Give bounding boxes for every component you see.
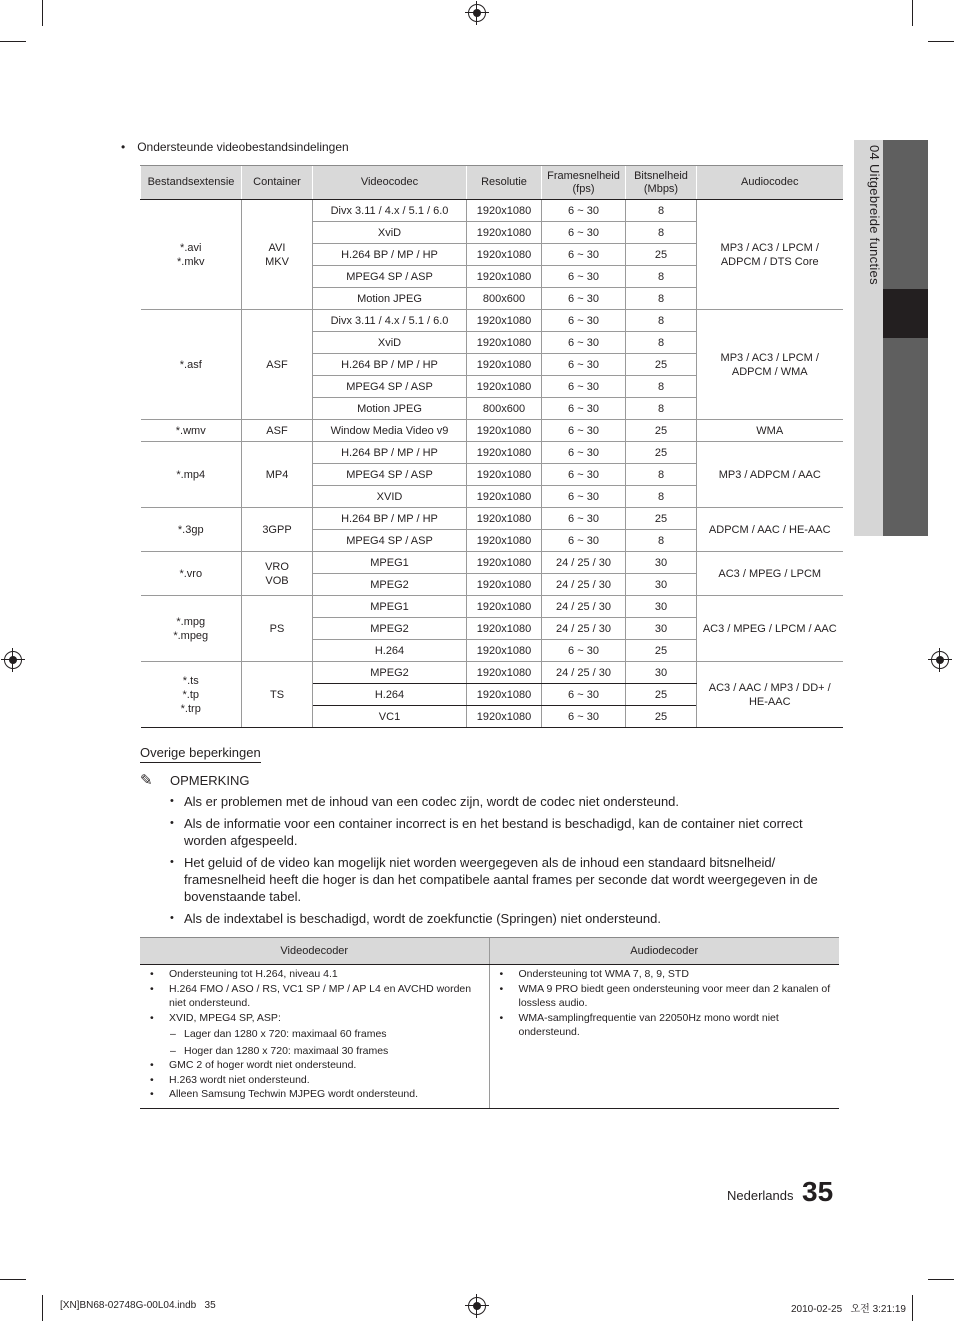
codec-table-row <box>141 442 843 464</box>
framerate-cell: 6 ~ 30 <box>542 486 626 508</box>
crop-mark <box>928 1279 954 1280</box>
videocodec-cell: MPEG2 <box>313 618 467 640</box>
section-intro <box>121 140 349 154</box>
framerate-cell: 6 ~ 30 <box>542 266 626 288</box>
framerate-cell: 6 ~ 30 <box>542 706 626 728</box>
videodecoder-item: • XVID, MPEG4 SP, ASP: <box>148 1011 481 1026</box>
framerate-cell: 6 ~ 30 <box>542 398 626 420</box>
resolution-cell: 1920x1080 <box>467 486 542 508</box>
bitrate-cell: 30 <box>626 552 697 574</box>
bitrate-cell: 25 <box>626 420 697 442</box>
header-container: Container <box>242 166 313 200</box>
resolution-cell: 1920x1080 <box>467 354 542 376</box>
audiocodec-cell: ADPCM / AAC / HE-AAC <box>697 508 843 552</box>
resolution-cell: 1920x1080 <box>467 662 542 684</box>
file-extension-cell: *.ts *.tp *.trp <box>141 662 242 728</box>
resolution-cell: 1920x1080 <box>467 508 542 530</box>
container-cell: MP4 <box>242 442 313 508</box>
bitrate-cell: 30 <box>626 596 697 618</box>
videocodec-cell: XviD <box>313 332 467 354</box>
framerate-cell: 6 ~ 30 <box>542 354 626 376</box>
chapter-tab-strip <box>883 140 928 536</box>
decoder-table-row <box>140 965 839 1109</box>
note-heading <box>140 771 249 789</box>
codec-table-row <box>141 310 843 332</box>
resolution-cell: 1920x1080 <box>467 420 542 442</box>
framerate-cell: 6 ~ 30 <box>542 244 626 266</box>
crop-mark <box>912 0 913 26</box>
codec-table-row <box>141 200 843 222</box>
videocodec-cell: Motion JPEG <box>313 288 467 310</box>
videocodec-cell: Divx 3.11 / 4.x / 5.1 / 6.0 <box>313 310 467 332</box>
resolution-cell: 1920x1080 <box>467 376 542 398</box>
header-extension: Bestandsextensie <box>141 166 242 200</box>
codec-table-row <box>141 420 843 442</box>
bitrate-cell: 8 <box>626 332 697 354</box>
resolution-cell: 1920x1080 <box>467 640 542 662</box>
registration-mark-icon <box>931 651 949 669</box>
resolution-cell: 800x600 <box>467 288 542 310</box>
videocodec-cell: H.264 <box>313 684 467 706</box>
videocodec-cell: MPEG1 <box>313 552 467 574</box>
note-item: • Als de indextabel is beschadigd, wordt de zoekfunctie (Springen) niet ondersteund. <box>170 910 840 927</box>
audiodecoder-item: • WMA 9 PRO biedt geen ondersteuning voor meer dan 2 kanalen of lossless audio. <box>498 982 832 1011</box>
audiocodec-cell: MP3 / ADPCM / AAC <box>697 442 843 508</box>
videocodec-cell: MPEG2 <box>313 662 467 684</box>
bitrate-cell: 30 <box>626 618 697 640</box>
framerate-cell: 6 ~ 30 <box>542 464 626 486</box>
print-file-info: [XN]BN68-02748G-00L04.indb 35 <box>60 1300 216 1311</box>
codec-table-row <box>141 596 843 618</box>
container-cell: PS <box>242 596 313 662</box>
file-extension-cell: *.asf <box>141 310 242 420</box>
resolution-cell: 800x600 <box>467 398 542 420</box>
framerate-cell: 24 / 25 / 30 <box>542 618 626 640</box>
resolution-cell: 1920x1080 <box>467 200 542 222</box>
header-audiodecoder: Audiodecoder <box>489 938 839 965</box>
audiocodec-cell: AC3 / MPEG / LPCM / AAC <box>697 596 843 662</box>
file-extension-cell: *.3gp <box>141 508 242 552</box>
videodecoder-item: • GMC 2 of hoger wordt niet ondersteund. <box>148 1058 481 1073</box>
bitrate-cell: 8 <box>626 376 697 398</box>
bitrate-cell: 25 <box>626 684 697 706</box>
framerate-cell: 6 ~ 30 <box>542 684 626 706</box>
framerate-cell: 6 ~ 30 <box>542 508 626 530</box>
framerate-cell: 24 / 25 / 30 <box>542 552 626 574</box>
framerate-cell: 6 ~ 30 <box>542 332 626 354</box>
resolution-cell: 1920x1080 <box>467 596 542 618</box>
bitrate-cell: 25 <box>626 442 697 464</box>
bitrate-cell: 8 <box>626 266 697 288</box>
videocodec-cell: H.264 <box>313 640 467 662</box>
framerate-cell: 6 ~ 30 <box>542 376 626 398</box>
note-item: • Het geluid of de video kan mogelijk niet worden weergegeven als de inhoud een standaard bitsnelheid/ framesnelheid heeft die hoger is dan het compatibele aantal frames per seconde dat wordt weergegeven in de bovenstaande tabel. <box>170 854 840 905</box>
resolution-cell: 1920x1080 <box>467 684 542 706</box>
header-videodecoder: Videodecoder <box>140 938 489 965</box>
videocodec-cell: MPEG4 SP / ASP <box>313 530 467 552</box>
videocodec-cell: H.264 BP / MP / HP <box>313 354 467 376</box>
audiodecoder-item: • WMA-samplingfrequentie van 22050Hz mono wordt niet ondersteund. <box>498 1011 832 1040</box>
decoder-table-header-row <box>140 938 839 965</box>
container-cell: AVI MKV <box>242 200 313 310</box>
videocodec-cell: MPEG4 SP / ASP <box>313 376 467 398</box>
header-framerate: Framesnelheid (fps) <box>542 166 626 200</box>
registration-mark-icon <box>4 651 22 669</box>
section-intro-text: Ondersteunde videobestandsindelingen <box>137 140 349 154</box>
bitrate-cell: 8 <box>626 530 697 552</box>
bitrate-cell: 25 <box>626 354 697 376</box>
codec-table-row <box>141 508 843 530</box>
audiocodec-cell: AC3 / AAC / MP3 / DD+ / HE-AAC <box>697 662 843 728</box>
resolution-cell: 1920x1080 <box>467 310 542 332</box>
print-date-info: 2010-02-25 오전 3:21:19 <box>791 1304 906 1315</box>
header-audiocodec: Audiocodec <box>697 166 843 200</box>
videodecoder-list <box>140 965 489 1109</box>
videodecoder-item: • Ondersteuning tot H.264, niveau 4.1 <box>148 967 481 982</box>
audiodecoder-list <box>489 965 839 1109</box>
framerate-cell: 6 ~ 30 <box>542 200 626 222</box>
container-cell: 3GPP <box>242 508 313 552</box>
audiocodec-cell: MP3 / AC3 / LPCM / ADPCM / DTS Core <box>697 200 843 310</box>
container-cell: VRO VOB <box>242 552 313 596</box>
videocodec-cell: H.264 BP / MP / HP <box>313 508 467 530</box>
codec-table-header-row <box>141 166 843 200</box>
container-cell: TS <box>242 662 313 728</box>
bitrate-cell: 8 <box>626 200 697 222</box>
framerate-cell: 6 ~ 30 <box>542 530 626 552</box>
videocodec-cell: XVID <box>313 486 467 508</box>
framerate-cell: 24 / 25 / 30 <box>542 574 626 596</box>
crop-mark <box>42 0 43 26</box>
crop-mark <box>0 41 26 42</box>
audiodecoder-item: • Ondersteuning tot WMA 7, 8, 9, STD <box>498 967 832 982</box>
framerate-cell: 6 ~ 30 <box>542 442 626 464</box>
section-title: Overige beperkingen <box>140 745 261 763</box>
videocodec-cell: XviD <box>313 222 467 244</box>
chapter-tab-marker <box>883 289 928 338</box>
resolution-cell: 1920x1080 <box>467 464 542 486</box>
note-item: • Als de informatie voor een container incorrect is en het bestand is beschadigd, kan de container niet correct worden afgespeeld. <box>170 815 840 849</box>
videodecoder-subitem: – Hoger dan 1280 x 720: maximaal 30 frames <box>148 1044 481 1059</box>
page-number: 35 <box>802 1176 834 1207</box>
resolution-cell: 1920x1080 <box>467 222 542 244</box>
chapter-tab-label: 04 Uitgebreide functies <box>867 145 882 285</box>
registration-mark-icon <box>468 1297 486 1315</box>
file-extension-cell: *.avi *.mkv <box>141 200 242 310</box>
resolution-cell: 1920x1080 <box>467 530 542 552</box>
crop-mark <box>912 1295 913 1321</box>
videodecoder-item: • Alleen Samsung Techwin MJPEG wordt ondersteund. <box>148 1087 481 1102</box>
bitrate-cell: 8 <box>626 464 697 486</box>
bitrate-cell: 25 <box>626 706 697 728</box>
codec-table-row <box>141 552 843 574</box>
file-extension-cell: *.mp4 <box>141 442 242 508</box>
resolution-cell: 1920x1080 <box>467 618 542 640</box>
framerate-cell: 24 / 25 / 30 <box>542 596 626 618</box>
resolution-cell: 1920x1080 <box>467 552 542 574</box>
file-extension-cell: *.vro <box>141 552 242 596</box>
resolution-cell: 1920x1080 <box>467 266 542 288</box>
bitrate-cell: 30 <box>626 574 697 596</box>
file-extension-cell: *.mpg *.mpeg <box>141 596 242 662</box>
videodecoder-item: • H.263 wordt niet ondersteund. <box>148 1073 481 1088</box>
decoder-table <box>140 937 839 1109</box>
bitrate-cell: 25 <box>626 640 697 662</box>
bitrate-cell: 30 <box>626 662 697 684</box>
framerate-cell: 6 ~ 30 <box>542 640 626 662</box>
header-bitrate: Bitsnelheid (Mbps) <box>626 166 697 200</box>
pencil-note-icon: ✎ <box>140 772 153 789</box>
resolution-cell: 1920x1080 <box>467 442 542 464</box>
bitrate-cell: 8 <box>626 486 697 508</box>
note-list <box>170 793 840 932</box>
framerate-cell: 6 ~ 30 <box>542 288 626 310</box>
bitrate-cell: 25 <box>626 508 697 530</box>
header-videocodec: Videocodec <box>313 166 467 200</box>
videocodec-cell: MPEG4 SP / ASP <box>313 266 467 288</box>
bitrate-cell: 8 <box>626 398 697 420</box>
file-extension-cell: *.wmv <box>141 420 242 442</box>
videocodec-cell: VC1 <box>313 706 467 728</box>
resolution-cell: 1920x1080 <box>467 574 542 596</box>
videocodec-cell: MPEG4 SP / ASP <box>313 464 467 486</box>
crop-mark <box>0 1279 26 1280</box>
audiocodec-cell: WMA <box>697 420 843 442</box>
framerate-cell: 6 ~ 30 <box>542 222 626 244</box>
bitrate-cell: 8 <box>626 288 697 310</box>
videocodec-cell: H.264 BP / MP / HP <box>313 442 467 464</box>
bitrate-cell: 8 <box>626 222 697 244</box>
codec-table <box>140 165 843 728</box>
header-resolution: Resolutie <box>467 166 542 200</box>
resolution-cell: 1920x1080 <box>467 244 542 266</box>
framerate-cell: 24 / 25 / 30 <box>542 662 626 684</box>
videodecoder-subitem: – Lager dan 1280 x 720: maximaal 60 frames <box>148 1027 481 1042</box>
videocodec-cell: Motion JPEG <box>313 398 467 420</box>
container-cell: ASF <box>242 310 313 420</box>
bitrate-cell: 8 <box>626 310 697 332</box>
framerate-cell: 6 ~ 30 <box>542 420 626 442</box>
codec-table-row <box>141 662 843 684</box>
resolution-cell: 1920x1080 <box>467 706 542 728</box>
videocodec-cell: Window Media Video v9 <box>313 420 467 442</box>
bitrate-cell: 25 <box>626 244 697 266</box>
note-label: OPMERKING <box>170 773 250 788</box>
videocodec-cell: MPEG2 <box>313 574 467 596</box>
bullet-icon: • <box>121 140 126 154</box>
audiocodec-cell: MP3 / AC3 / LPCM / ADPCM / WMA <box>697 310 843 420</box>
videocodec-cell: MPEG1 <box>313 596 467 618</box>
crop-mark <box>42 1295 43 1321</box>
videocodec-cell: Divx 3.11 / 4.x / 5.1 / 6.0 <box>313 200 467 222</box>
resolution-cell: 1920x1080 <box>467 332 542 354</box>
framerate-cell: 6 ~ 30 <box>542 310 626 332</box>
registration-mark-icon <box>468 4 486 22</box>
container-cell: ASF <box>242 420 313 442</box>
videodecoder-item: • H.264 FMO / ASO / RS, VC1 SP / MP / AP L4 en AVCHD worden niet ondersteund. <box>148 982 481 1011</box>
videocodec-cell: H.264 BP / MP / HP <box>313 244 467 266</box>
audiocodec-cell: AC3 / MPEG / LPCM <box>697 552 843 596</box>
crop-mark <box>928 41 954 42</box>
footer-language: Nederlands <box>727 1188 794 1203</box>
note-item: • Als er problemen met de inhoud van een codec zijn, wordt de codec niet ondersteund. <box>170 793 840 810</box>
